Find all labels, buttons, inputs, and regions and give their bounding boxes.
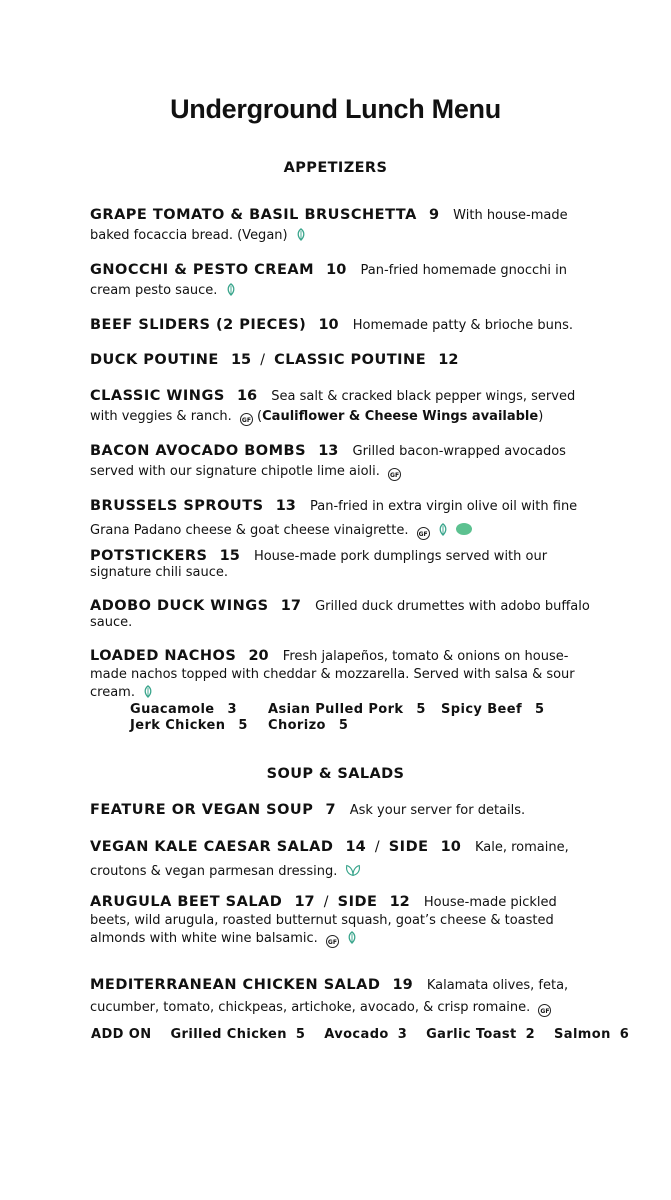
addon-price: 3	[227, 702, 237, 717]
add-on-label: ADD ON	[91, 1027, 152, 1042]
item-name: ADOBO DUCK WINGS	[90, 598, 269, 614]
gluten-free-icon: GF	[417, 527, 430, 540]
item-name: FEATURE OR VEGAN SOUP	[90, 802, 314, 818]
item-price: 17	[294, 894, 315, 910]
note-close: )	[538, 409, 544, 424]
item-description: Pan-fried homemade gnocchi in cream pesto sauce.	[90, 263, 568, 298]
item-description: Ask your server for details.	[349, 803, 526, 818]
leaf-icon	[296, 228, 306, 241]
item-description: Fresh jalapeños, tomato & onions on house-made nachos topped with cheddar & mozzarella. Served with salsa & sour cream.	[90, 649, 575, 700]
item-price: 16	[236, 388, 258, 404]
item-name: BRUSSELS SPROUTS	[90, 498, 264, 514]
gluten-free-icon: GF	[326, 935, 339, 948]
item-name-classic-poutine: CLASSIC POUTINE	[274, 352, 427, 368]
item-name: BACON AVOCADO BOMBS	[90, 443, 307, 459]
separator: /	[374, 839, 380, 855]
item-name-duck-poutine: DUCK POUTINE	[90, 352, 219, 368]
menu-item-potstickers	[90, 548, 590, 581]
addon-label: Avocado	[324, 1027, 389, 1042]
menu-item-soup	[90, 800, 590, 821]
separator: /	[260, 352, 265, 368]
item-price: 12	[438, 352, 459, 368]
item-name: MEDITERRANEAN CHICKEN SALAD	[90, 977, 381, 993]
leaf-icon	[143, 685, 153, 698]
item-price: 7	[325, 802, 336, 818]
item-price: 10	[326, 262, 347, 278]
gluten-free-icon: GF	[538, 1004, 551, 1017]
item-name: ARUGULA BEET SALAD	[90, 894, 283, 910]
menu-item-adobo-duck-wings	[90, 598, 590, 631]
addon-price: 5	[416, 702, 426, 717]
leaf-icon	[347, 931, 357, 944]
addon-label: Asian Pulled Pork	[268, 702, 404, 717]
vegan-plant-icon	[345, 863, 361, 877]
menu-item-gnocchi	[90, 260, 590, 301]
addon-label: Garlic Toast	[426, 1027, 517, 1042]
menu-item-beef-sliders	[90, 315, 590, 336]
addon-price: 5	[534, 702, 545, 717]
item-price: 10	[318, 317, 339, 333]
nachos-addon-chorizo	[268, 718, 348, 733]
leaf-icon	[226, 283, 236, 296]
item-price: 20	[248, 648, 269, 664]
item-description: With house-made baked focaccia bread. (Vegan)	[90, 208, 568, 243]
item-price: 13	[275, 498, 296, 514]
item-name: POTSTICKERS	[90, 548, 208, 564]
item-name: GRAPE TOMATO & BASIL BRUSCHETTA	[90, 207, 417, 223]
item-price: 15	[230, 352, 252, 368]
note-open: (	[257, 409, 263, 424]
menu-item-brussels-sprouts	[90, 494, 590, 543]
add-on-line	[91, 1027, 629, 1042]
addon-price: 2	[525, 1027, 536, 1042]
item-description: Kalamata olives, feta, cucumber, tomato, chickpeas, artichoke, avocado, & crisp romaine.	[90, 978, 569, 1015]
item-description: House-made pork dumplings served with our signature chili sauce.	[90, 549, 548, 580]
separator: /	[323, 894, 329, 910]
menu-item-poutine	[90, 350, 590, 371]
menu-item-bacon-avocado-bombs	[90, 441, 590, 482]
side-label: SIDE	[337, 894, 378, 910]
item-description: Kale, romaine, croutons & vegan parmesan dressing.	[90, 840, 569, 879]
item-price: 9	[428, 207, 440, 223]
item-name: BEEF SLIDERS (2 PIECES)	[90, 317, 307, 333]
addon-label: Chorizo	[268, 718, 326, 733]
item-name: CLASSIC WINGS	[90, 388, 225, 404]
addon-price: 3	[397, 1027, 408, 1042]
item-description: House-made pickled beets, wild arugula, roasted butternut squash, goat’s cheese & toasted almonds with white wine balsamic.	[90, 895, 557, 946]
addon-price: 6	[619, 1027, 630, 1042]
addon-label: Salmon	[554, 1027, 611, 1042]
addon-price: 5	[238, 718, 248, 733]
menu-item-kale-caesar	[90, 835, 590, 884]
side-price: 10	[440, 839, 461, 855]
item-name: GNOCCHI & PESTO CREAM	[90, 262, 315, 278]
item-price: 19	[392, 977, 413, 993]
addon-label: Grilled Chicken	[170, 1027, 287, 1042]
addon-price: 5	[295, 1027, 306, 1042]
item-price: 14	[345, 839, 366, 855]
item-name: LOADED NACHOS	[90, 648, 237, 664]
addon-label: Spicy Beef	[441, 702, 523, 717]
plant-based-icon	[456, 522, 472, 536]
item-description: Grilled duck drumettes with adobo buffalo sauce.	[90, 599, 590, 630]
nachos-addon-spicy-beef	[441, 702, 544, 717]
nachos-addon-asian-pulled-pork	[268, 702, 426, 717]
menu-item-classic-wings	[90, 386, 590, 427]
section-heading-appetizers: APPETIZERS	[283, 160, 388, 176]
item-price: 17	[280, 598, 301, 614]
item-description: Homemade patty & brioche buns.	[352, 318, 574, 333]
section-heading-soup-salads: SOUP & SALADS	[266, 766, 405, 782]
item-description: Pan-fried in extra virgin olive oil with fine Grana Padano cheese & goat cheese vinaigrette.	[90, 499, 578, 538]
nachos-addon-row-1	[130, 702, 267, 717]
leaf-icon	[438, 523, 448, 536]
item-name: VEGAN KALE CAESAR SALAD	[90, 839, 334, 855]
menu-item-bruschetta	[90, 205, 590, 246]
gluten-free-icon: GF	[388, 468, 401, 481]
addon-label: Jerk Chicken	[130, 718, 226, 733]
item-description: Sea salt & cracked black pepper wings, served with veggies & ranch.	[90, 389, 576, 424]
nachos-addon-jerk-chicken	[130, 718, 248, 733]
addon-price: 5	[338, 718, 349, 733]
gluten-free-icon: GF	[240, 413, 253, 426]
menu-item-loaded-nachos	[90, 647, 590, 702]
item-price: 13	[318, 443, 339, 459]
side-label: SIDE	[388, 839, 429, 855]
item-note: Cauliflower & Cheese Wings available	[262, 409, 539, 424]
menu-item-arugula-beet-salad	[90, 893, 590, 948]
menu-title: Underground Lunch Menu	[170, 94, 501, 124]
side-price: 12	[389, 894, 410, 910]
menu-item-mediterranean-chicken-salad	[90, 974, 590, 1019]
item-description: Grilled bacon-wrapped avocados served with our signature chipotle lime aioli.	[90, 444, 566, 479]
item-price: 15	[219, 548, 240, 564]
addon-label: Guacamole	[130, 702, 215, 717]
